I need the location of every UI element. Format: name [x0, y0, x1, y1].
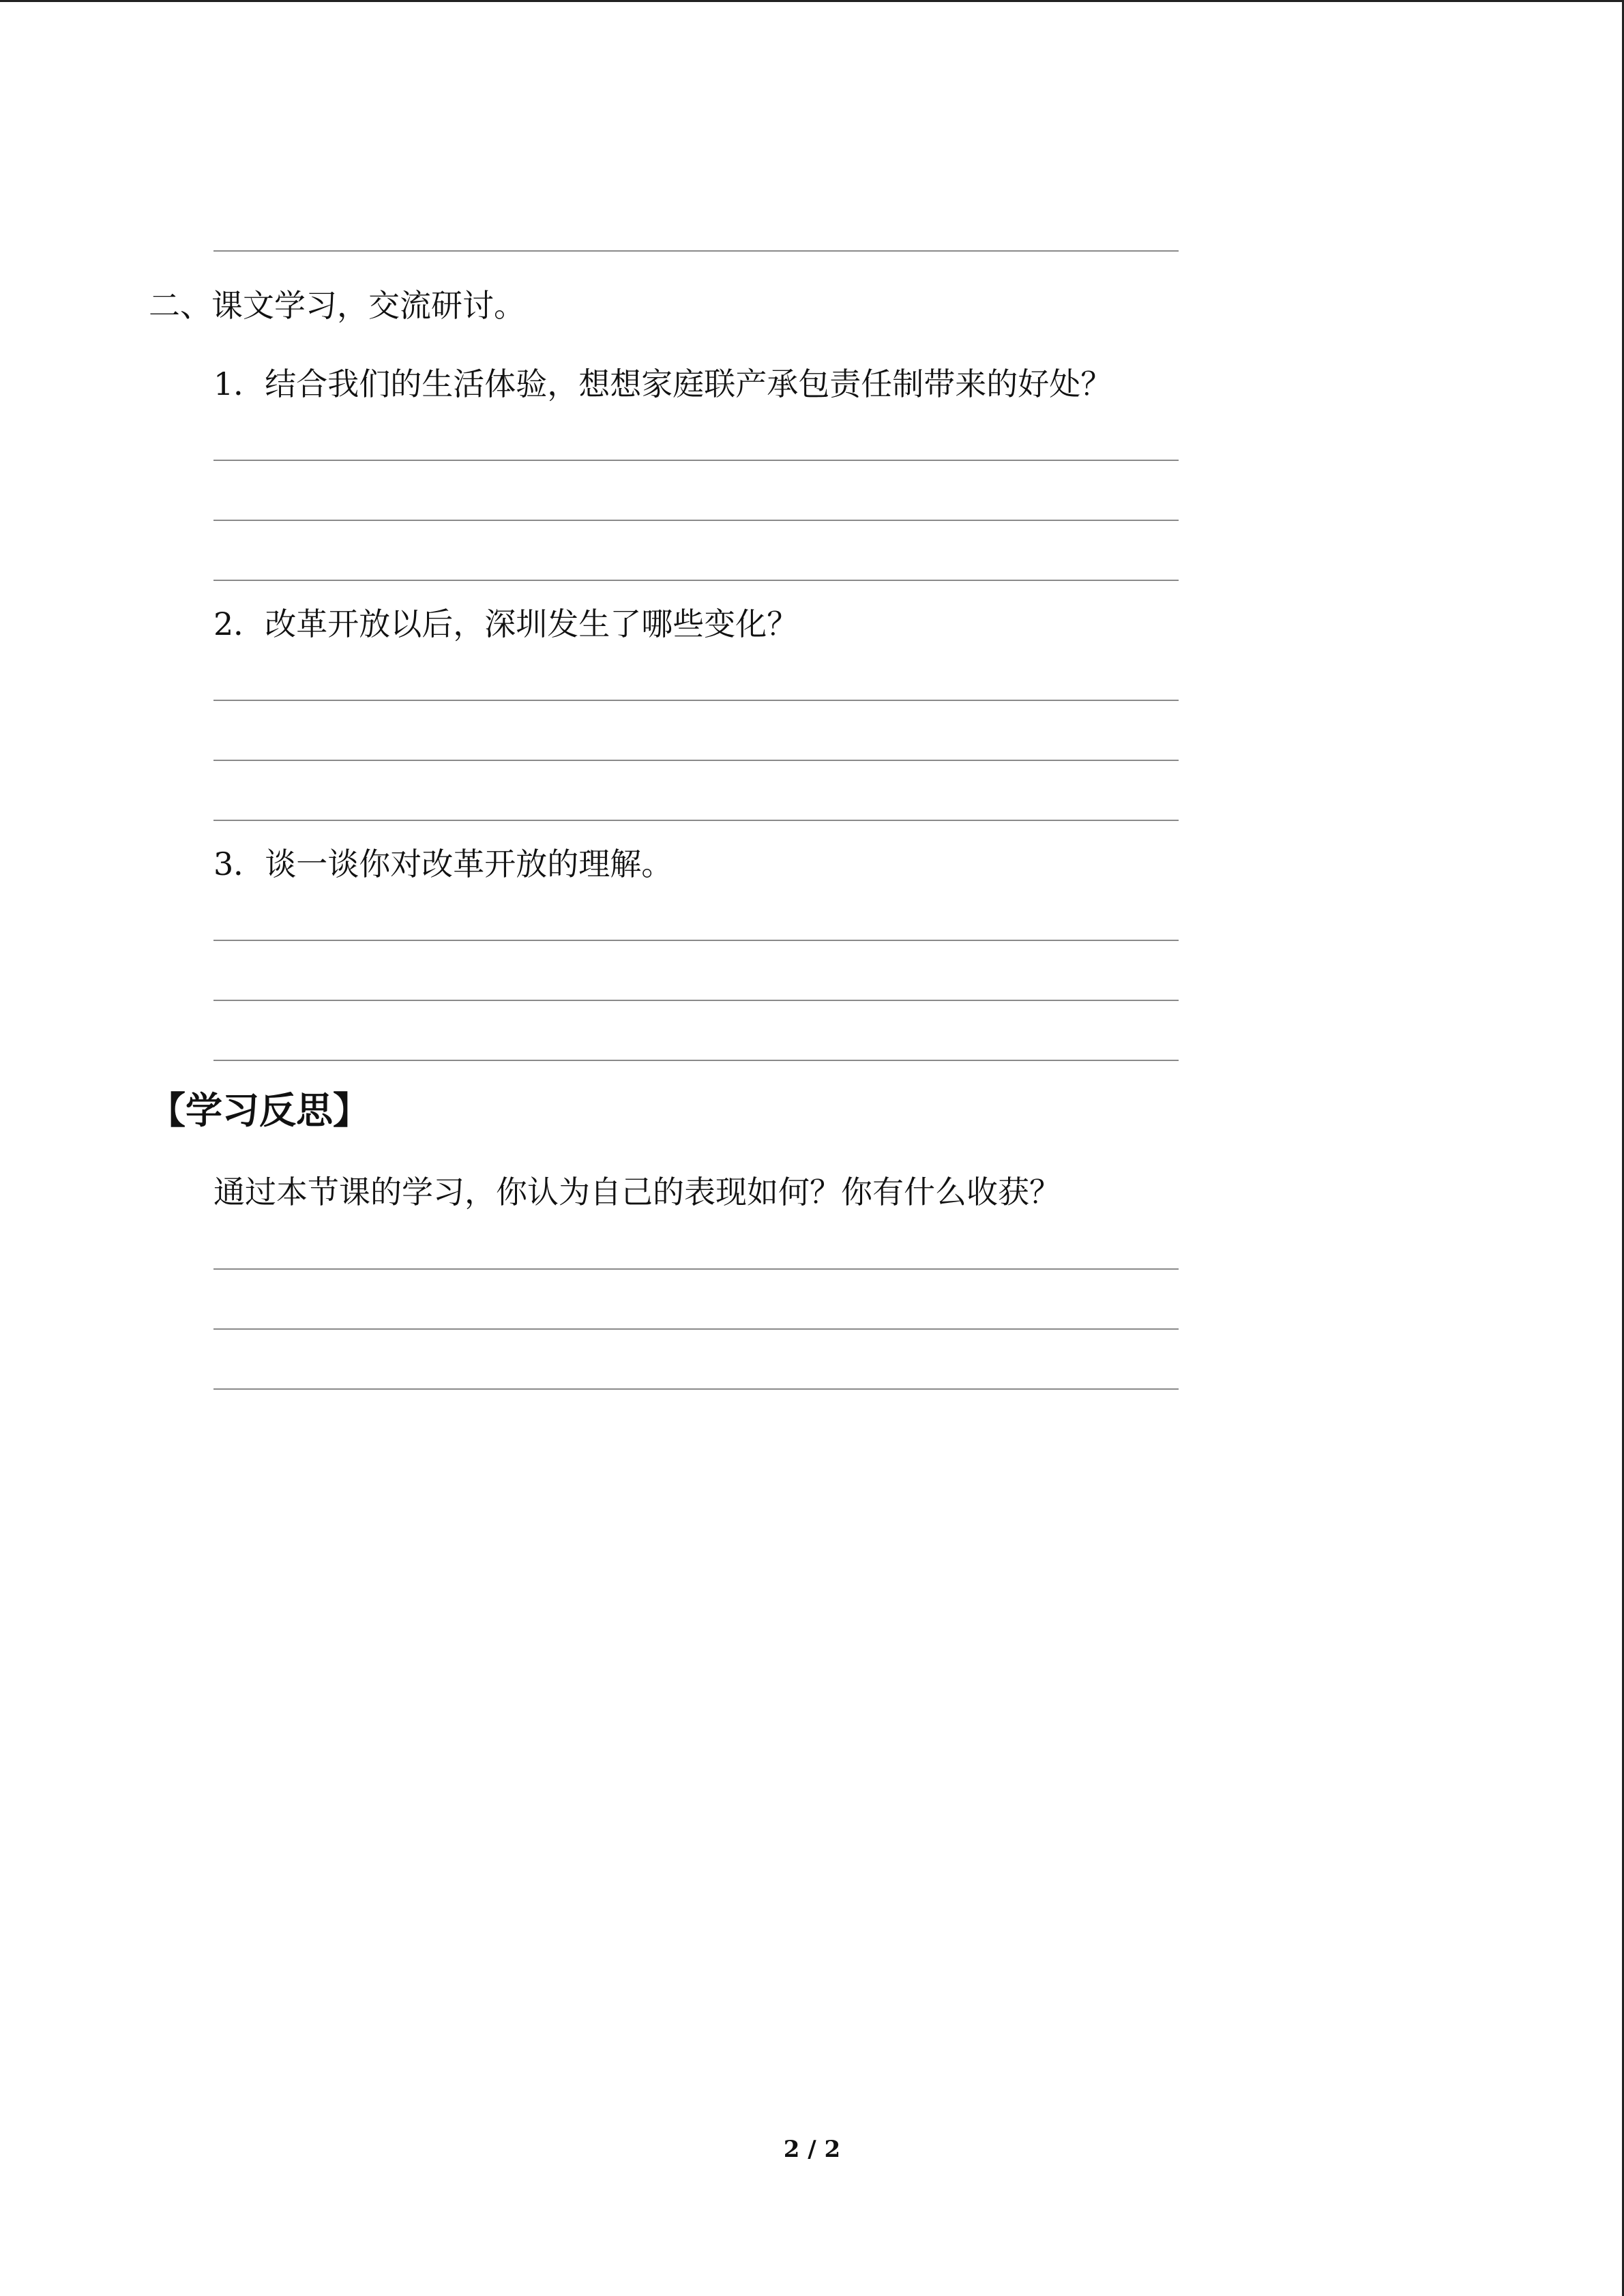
answer-line [213, 580, 1179, 581]
question-2: 2．改革开放以后，深圳发生了哪些变化？ [213, 606, 799, 642]
answer-line [213, 250, 1179, 252]
answer-line [213, 820, 1179, 821]
page-border-top [0, 0, 1624, 2]
question-1: 1．结合我们的生活体验，想想家庭联产承包责任制带来的好处？ [213, 366, 1112, 402]
answer-line [213, 1388, 1179, 1390]
answer-line [213, 1060, 1179, 1061]
question-3: 3．谈一谈你对改革开放的理解。 [213, 846, 673, 882]
section-two-title: 二、课文学习，交流研讨。 [149, 287, 525, 324]
answer-line [213, 520, 1179, 521]
answer-line [213, 1000, 1179, 1001]
reflection-prompt: 通过本节课的学习，你认为自己的表现如何？你有什么收获？ [213, 1174, 1061, 1210]
reflection-heading: 【学习反思】 [149, 1089, 370, 1132]
answer-line [213, 460, 1179, 461]
answer-line [213, 700, 1179, 701]
answer-line [213, 1328, 1179, 1330]
answer-line [213, 760, 1179, 761]
page-number: 2 / 2 [783, 2136, 841, 2163]
answer-line [213, 1268, 1179, 1270]
answer-line [213, 940, 1179, 941]
